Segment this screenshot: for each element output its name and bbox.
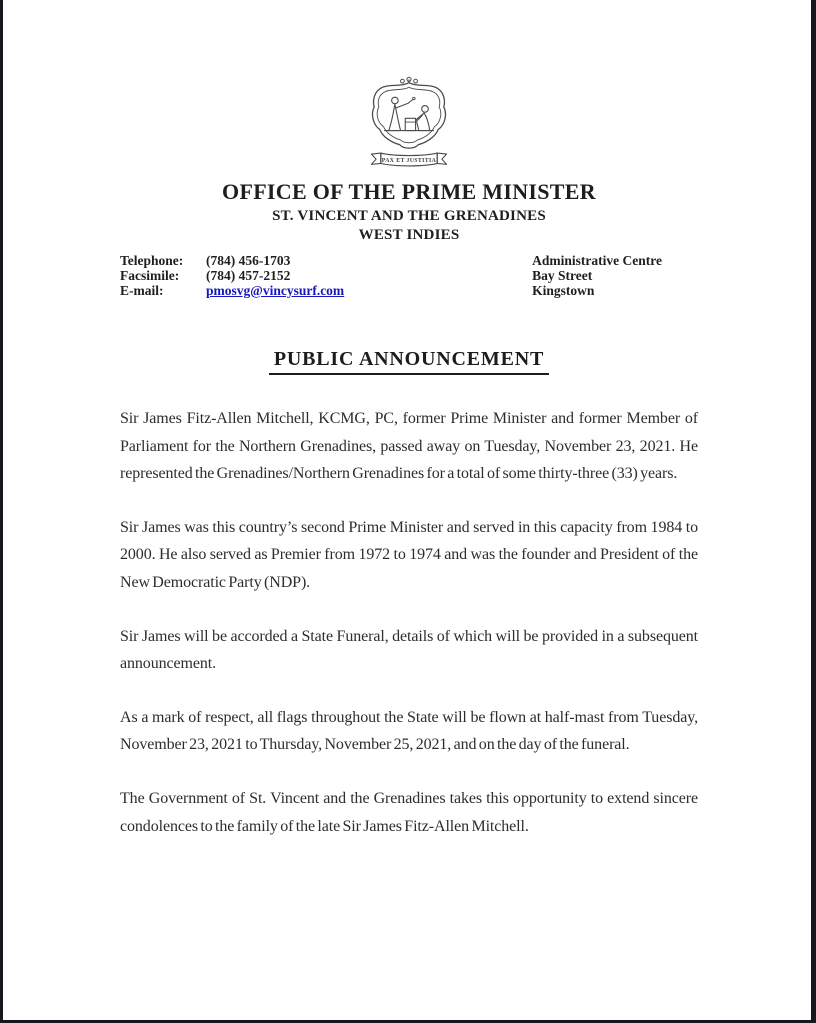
letterhead-crest (120, 76, 698, 175)
email-link[interactable]: pmosvg@vincysurf.com (206, 283, 345, 298)
title-wrap (120, 348, 698, 375)
coat-of-arms-icon (352, 76, 466, 170)
body-paragraph-2: Sir James was this country’s second Prime Minister and served in this capacity from 1984 to 2000. He also served as Premier from 1972 to 1974 and was the founder and President of the New Democratic Party (NDP). (120, 518, 698, 591)
address-line-city: Kingstown (532, 283, 595, 298)
left-edge-bar (0, 0, 3, 1023)
email-label: E-mail: (120, 283, 164, 298)
body-paragraph-1: Sir James Fitz-Allen Mitchell, KCMG, PC, former Prime Minister and former Member of Parliament for the Northern Grenadines, passed away on Tuesday, November 23, 2021. He represented the Grenadines/Northern Grenadines for a total of some thirty-three (33) years. (120, 410, 698, 483)
contact-block (120, 253, 698, 298)
facsimile-label: Facsimile: (120, 268, 180, 283)
body-paragraph-3: Sir James will be accorded a State Funeral, details of which will be provided in a subsequent announcement. (120, 627, 698, 673)
body-paragraph-5: The Government of St. Vincent and the Grenadines takes this opportunity to extend sincere condolences to the family of the late Sir James Fitz-Allen Mitchell. (120, 789, 698, 835)
org-name: OFFICE OF THE PRIME MINISTER (222, 179, 596, 204)
org-subtitle: ST. VINCENT AND THE GRENADINES (272, 208, 546, 224)
right-edge-bar (811, 0, 816, 1023)
letter-content (120, 76, 698, 866)
org-region: WEST INDIES (358, 227, 460, 243)
telephone-value: (784) 456-1703 (206, 253, 291, 268)
body-paragraph-4: As a mark of respect, all flags throughout the State will be flown at half-mast from Tuesday, November 23, 2021 to Thursday, November 25, 2021, and on the day of the funeral. (120, 708, 698, 754)
contact-left (120, 253, 344, 298)
address-line-centre: Administrative Centre (532, 253, 662, 268)
telephone-label: Telephone: (120, 253, 184, 268)
crest-motto: PAX ET JUSTITIA (381, 158, 437, 165)
facsimile-value: (784) 457-2152 (206, 268, 291, 283)
contact-right (532, 253, 698, 298)
address-line-street: Bay Street (532, 268, 593, 283)
announcement-body (120, 405, 698, 840)
announcement-title: PUBLIC ANNOUNCEMENT (269, 348, 549, 375)
